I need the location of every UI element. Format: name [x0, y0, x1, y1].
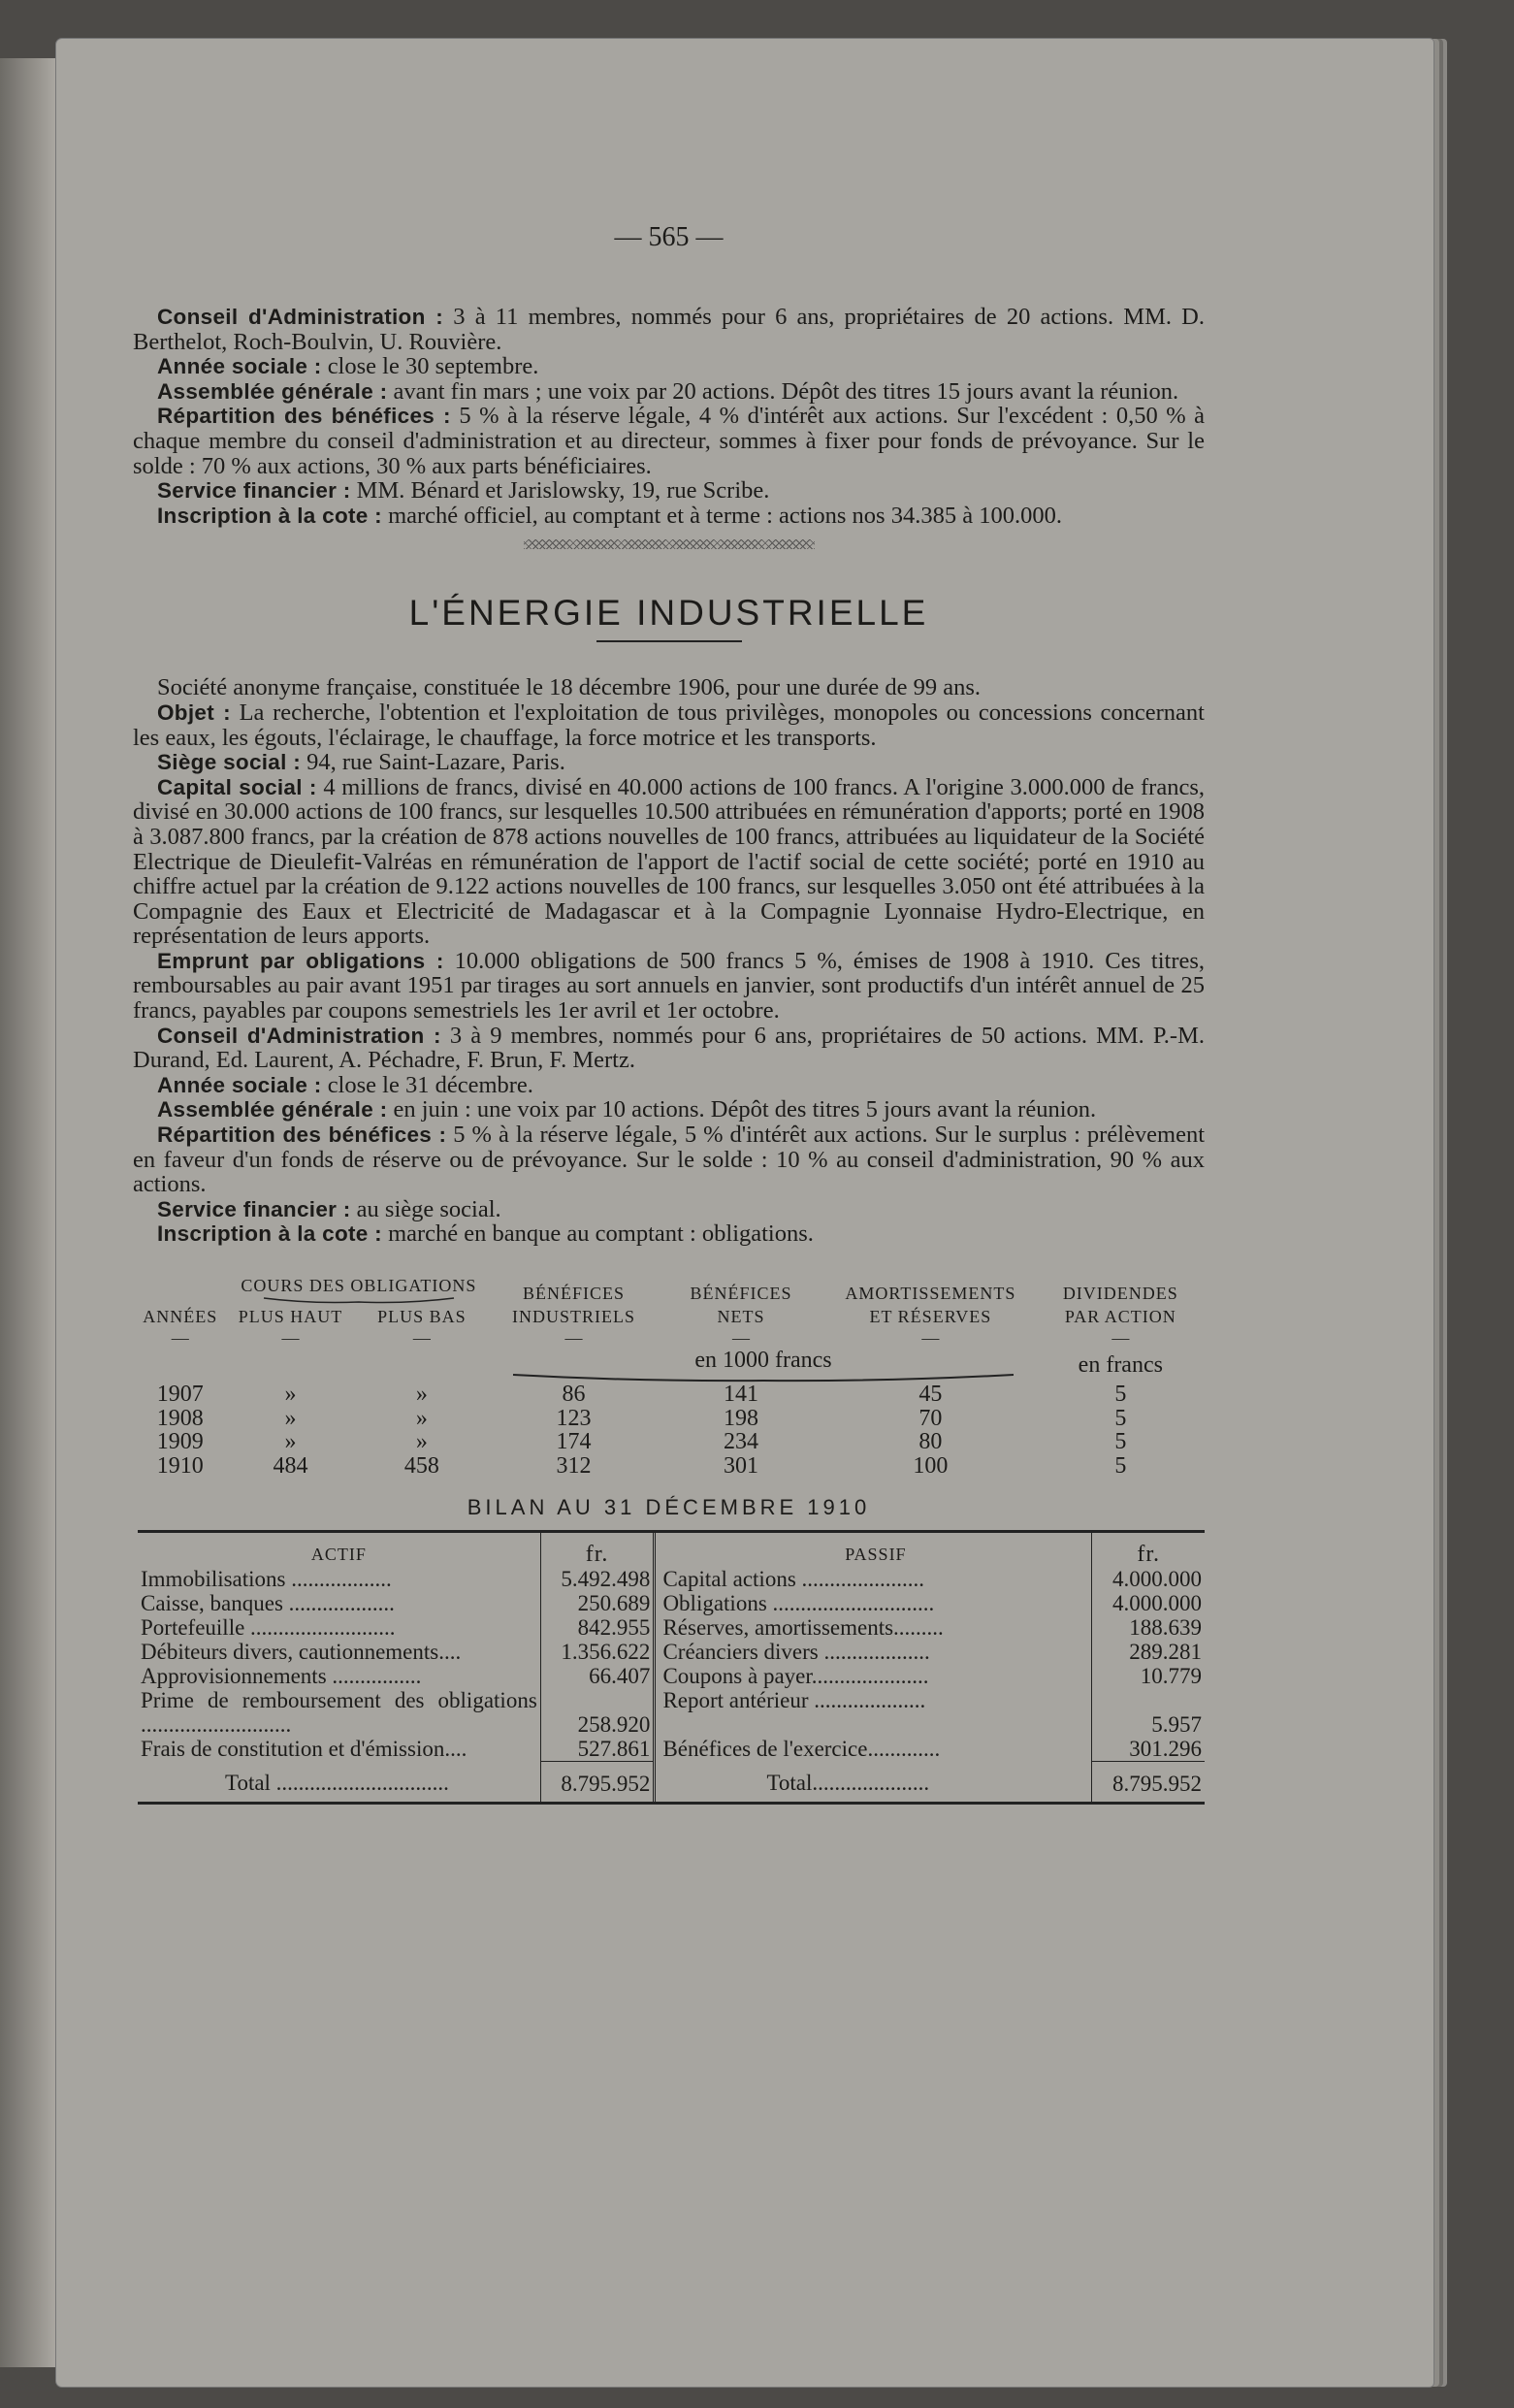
header-plus-bas: PLUS BAS	[377, 1307, 467, 1326]
paragraph-label: Capital social :	[157, 774, 317, 799]
actif-value: 258.920	[540, 1688, 655, 1737]
actif-value: 842.955	[540, 1615, 655, 1640]
table-row	[133, 1454, 1205, 1479]
paragraph-text: avant fin mars ; une voix par 20 actions. Dépôt des titres 15 jours avant la réunion.	[393, 377, 1179, 405]
paragraph-text: 5 % à la réserve légale, 4 % d'intérêt aux actions. Sur l'excédent : 0,50 % à chaque membre du conseil d'administration et au directeur, sommes à fixer pour fonds de prévoyance. Sur le solde : 70 % aux actions, 30 % aux parts bénéficiaires.	[133, 403, 1206, 479]
passif-total-label: Total.....................	[766, 1771, 930, 1796]
cell-bas: »	[415, 1382, 428, 1407]
paragraph-label: Répartition des bénéfices :	[157, 404, 451, 429]
table-row	[133, 1430, 1205, 1454]
bilan-row	[138, 1664, 1205, 1688]
dash: —	[921, 1328, 940, 1348]
unit-thousands: en 1000 francs	[490, 1348, 1036, 1383]
paragraph-label: Conseil d'Administration :	[157, 1023, 441, 1048]
actif-total-label: Total ...............................	[225, 1771, 449, 1796]
cell-div: 5	[1114, 1405, 1127, 1431]
passif-header: PASSIF	[845, 1544, 907, 1564]
actif-value: 250.689	[540, 1591, 655, 1615]
top-paragraph	[133, 478, 1205, 504]
paragraph-text: en juin : une voix par 10 actions. Dépôt des titres 5 jours avant la réunion.	[393, 1096, 1097, 1123]
cell-nets: 198	[723, 1405, 758, 1431]
main-paragraph	[133, 1073, 1205, 1098]
cell-bas: »	[415, 1429, 428, 1454]
actif-total: 8.795.952	[540, 1761, 655, 1802]
cell-div: 5	[1114, 1429, 1127, 1454]
company-details	[133, 700, 1205, 1247]
passif-label: Créanciers divers ...................	[662, 1639, 930, 1664]
main-paragraph	[133, 1197, 1205, 1222]
cell-haut: »	[284, 1382, 297, 1407]
header-plus-haut: PLUS HAUT	[238, 1307, 343, 1326]
main-paragraph	[133, 775, 1205, 949]
passif-label: Report antérieur ....................	[662, 1687, 926, 1712]
passif-value: 289.281	[1092, 1640, 1205, 1664]
passif-value: 188.639	[1092, 1615, 1205, 1640]
actif-label: Caisse, banques ...................	[141, 1590, 395, 1615]
paragraph-label: Siège social :	[157, 750, 302, 775]
bilan-row	[138, 1737, 1205, 1762]
actif-label: Approvisionnements ................	[141, 1663, 422, 1688]
cell-div: 5	[1114, 1452, 1127, 1479]
company-intro: Société anonyme française, constituée le 18 décembre 1906, pour une durée de 99 ans.	[157, 674, 982, 701]
main-paragraph	[133, 1123, 1205, 1197]
actif-label: Débiteurs divers, cautionnements....	[141, 1639, 462, 1664]
cell-haut: »	[284, 1429, 297, 1454]
dash: —	[564, 1328, 583, 1348]
header-benefices-nets-1: BÉNÉFICES	[690, 1284, 792, 1303]
main-paragraph	[133, 1024, 1205, 1073]
cell-annee: 1907	[156, 1382, 204, 1407]
top-paragraph	[133, 504, 1205, 529]
cell-bas: 458	[403, 1452, 439, 1479]
actif-header: ACTIF	[310, 1544, 367, 1564]
actif-value: 1.356.622	[540, 1640, 655, 1664]
main-paragraph	[133, 700, 1205, 750]
actif-currency: fr.	[540, 1533, 655, 1567]
main-paragraph	[133, 1221, 1205, 1247]
cell-annee: 1908	[156, 1405, 204, 1431]
header-amortissements-2: ET RÉSERVES	[869, 1307, 992, 1326]
header-dividendes-1: DIVIDENDES	[1062, 1284, 1178, 1303]
bilan-row	[138, 1688, 1205, 1737]
bilan-title: BILAN AU 31 DÉCEMBRE 1910	[467, 1495, 871, 1519]
top-paragraph	[133, 379, 1205, 405]
paragraph-label: Inscription à la cote :	[157, 1221, 382, 1247]
cell-ind: 86	[562, 1382, 586, 1407]
top-paragraph	[133, 305, 1205, 354]
paragraph-label: Service financier :	[157, 478, 351, 504]
passif-total: 8.795.952	[1092, 1761, 1205, 1802]
section-divider	[524, 539, 815, 549]
top-paragraph	[133, 354, 1205, 379]
table-row	[133, 1383, 1205, 1407]
financial-history-table	[133, 1274, 1205, 1478]
cell-ind: 123	[556, 1405, 592, 1431]
dash: —	[281, 1328, 300, 1348]
top-paragraph	[133, 404, 1205, 478]
paragraph-text: marché en banque au comptant : obligations.	[388, 1220, 814, 1248]
company-title: L'ÉNERGIE INDUSTRIELLE	[408, 593, 929, 634]
passif-label: Capital actions ......................	[662, 1566, 925, 1591]
paragraph-text: close le 30 septembre.	[327, 353, 539, 380]
cell-haut: »	[284, 1405, 297, 1431]
table-row	[133, 1407, 1205, 1431]
paragraph-label: Répartition des bénéfices :	[157, 1123, 447, 1148]
paragraph-label: Objet :	[157, 700, 231, 725]
dash: —	[731, 1328, 750, 1348]
title-underline	[596, 640, 742, 642]
paragraph-text: 5 % à la réserve légale, 5 % d'intérêt aux actions. Sur le surplus : prélèvement en faveur d'un fonds de réserve ou de prévoyance. Sur le solde : 10 % au conseil d'administration, 90 % aux actions.	[133, 1122, 1206, 1198]
cell-amort: 45	[918, 1382, 943, 1407]
bilan-row	[138, 1640, 1205, 1664]
paragraph-text: 4 millions de francs, divisé en 40.000 actions de 100 francs. A l'origine 3.000.000 de francs, divisé en 30.000 actions de 100 francs, sur lesquelles 10.500 attribuées en rémunération d'apports; porté en 1908 à 3.087.800 francs, par la création de 878 actions nouvelles de 100 francs, attribuées au liquidateur de la Société Electrique de Dieulefit-Valréas en rémunération de l'apport de l'actif social de cette société; porté en 1910 au chiffre actuel par la création de 9.122 actions nouvelles de 100 francs, sur lesquelles 3.050 ont été attribuées à la Compagnie des Eaux et Electricité de Madagascar et à la Compagnie Lyonnaise Hydro-Electrique, en représentation de leurs apports.	[133, 773, 1205, 950]
cell-amort: 80	[918, 1429, 943, 1454]
paragraph-text: La recherche, l'obtention et l'exploitation de tous privilèges, monopoles ou concessions concernant les eaux, les égouts, l'éclairage, le chauffage, la force motrice et les transports.	[133, 699, 1205, 751]
main-paragraph	[133, 750, 1205, 775]
actif-value: 5.492.498	[540, 1567, 655, 1591]
dash: —	[171, 1328, 189, 1348]
cell-amort: 100	[913, 1452, 949, 1479]
passif-value: 301.296	[1092, 1737, 1205, 1762]
cell-nets: 141	[723, 1382, 758, 1407]
passif-label: Obligations .............................	[662, 1590, 935, 1615]
actif-label: Portefeuille ..........................	[141, 1614, 396, 1640]
cell-ind: 174	[556, 1429, 592, 1454]
unit-francs: en francs	[1078, 1352, 1163, 1378]
header-amortissements-1: AMORTISSEMENTS	[845, 1284, 1016, 1303]
dash: —	[412, 1328, 431, 1348]
actif-label: Immobilisations ..................	[141, 1566, 392, 1591]
passif-value: 4.000.000	[1092, 1567, 1205, 1591]
passif-currency: fr.	[1092, 1533, 1205, 1567]
cell-annee: 1910	[156, 1452, 204, 1479]
cell-annee: 1909	[156, 1429, 204, 1454]
actif-value: 66.407	[540, 1664, 655, 1688]
header-benefices-industriels-1: BÉNÉFICES	[523, 1284, 626, 1303]
main-paragraph	[133, 949, 1205, 1024]
actif-label: Prime de remboursement des obligations ...........................	[141, 1687, 537, 1737]
main-paragraph	[133, 1097, 1205, 1123]
page-number: — 565 —	[614, 222, 724, 252]
paragraph-label: Année sociale :	[157, 1072, 322, 1097]
header-benefices-nets-2: NETS	[717, 1307, 765, 1326]
passif-label: Bénéfices de l'exercice.............	[662, 1736, 941, 1761]
cell-div: 5	[1114, 1382, 1127, 1407]
paragraph-label: Emprunt par obligations :	[157, 948, 444, 973]
passif-value: 5.957	[1092, 1688, 1205, 1737]
dash: —	[1111, 1328, 1130, 1348]
paragraph-text: MM. Bénard et Jarislowsky, 19, rue Scribe.	[356, 477, 770, 504]
cell-nets: 234	[723, 1429, 758, 1454]
bilan-row	[138, 1591, 1205, 1615]
paragraph-text: 3 à 11 membres, nommés pour 6 ans, propriétaires de 20 actions. MM. D. Berthelot, Roch-Boulvin, U. Rouvière.	[133, 304, 1205, 355]
passif-value: 10.779	[1092, 1664, 1205, 1688]
cell-bas: »	[415, 1405, 428, 1431]
actif-label: Frais de constitution et d'émission....	[141, 1736, 467, 1761]
passif-label: Coupons à payer.....................	[662, 1663, 929, 1688]
cell-amort: 70	[918, 1405, 943, 1431]
header-dividendes-2: PAR ACTION	[1064, 1307, 1176, 1326]
passif-label: Réserves, amortissements.........	[662, 1614, 944, 1640]
paragraph-label: Inscription à la cote :	[157, 503, 382, 528]
bilan-row	[138, 1615, 1205, 1640]
bilan-table	[138, 1530, 1205, 1805]
cell-ind: 312	[556, 1452, 592, 1479]
previous-company-section	[133, 305, 1205, 528]
paragraph-text: au siège social.	[356, 1195, 501, 1222]
paragraph-label: Assemblée générale :	[157, 1097, 388, 1123]
header-cours-obligations: COURS DES OBLIGATIONS	[228, 1274, 491, 1305]
bilan-row	[138, 1567, 1205, 1591]
paragraph-label: Assemblée générale :	[157, 378, 388, 404]
paragraph-label: Année sociale :	[157, 354, 322, 379]
paragraph-label: Conseil d'Administration :	[157, 305, 444, 329]
actif-value: 527.861	[540, 1737, 655, 1762]
cell-nets: 301	[723, 1452, 758, 1479]
paragraph-text: 3 à 9 membres, nommés pour 6 ans, propriétaires de 50 actions. MM. P.-M. Durand, Ed. Laurent, A. Péchadre, F. Brun, F. Mertz.	[133, 1022, 1205, 1074]
page-content	[133, 222, 1206, 1805]
paragraph-label: Service financier :	[157, 1196, 351, 1221]
paragraph-text: close le 31 décembre.	[327, 1071, 533, 1098]
cell-haut: 484	[273, 1452, 308, 1479]
header-benefices-industriels-2: INDUSTRIELS	[512, 1307, 636, 1326]
header-annees: ANNÉES	[143, 1307, 218, 1326]
passif-value: 4.000.000	[1092, 1591, 1205, 1615]
paragraph-text: 94, rue Saint-Lazare, Paris.	[306, 749, 565, 776]
paragraph-text: 10.000 obligations de 500 francs 5 %, émises de 1908 à 1910. Ces titres, remboursables au pair avant 1951 par tirages au sort annuels en janvier, sont productifs d'un intérêt annuel de 25 francs, payables par coupons semestriels les 1er avril et 1er octobre.	[133, 947, 1206, 1025]
paragraph-text: marché officiel, au comptant et à terme : actions nos 34.385 à 100.000.	[388, 502, 1062, 529]
